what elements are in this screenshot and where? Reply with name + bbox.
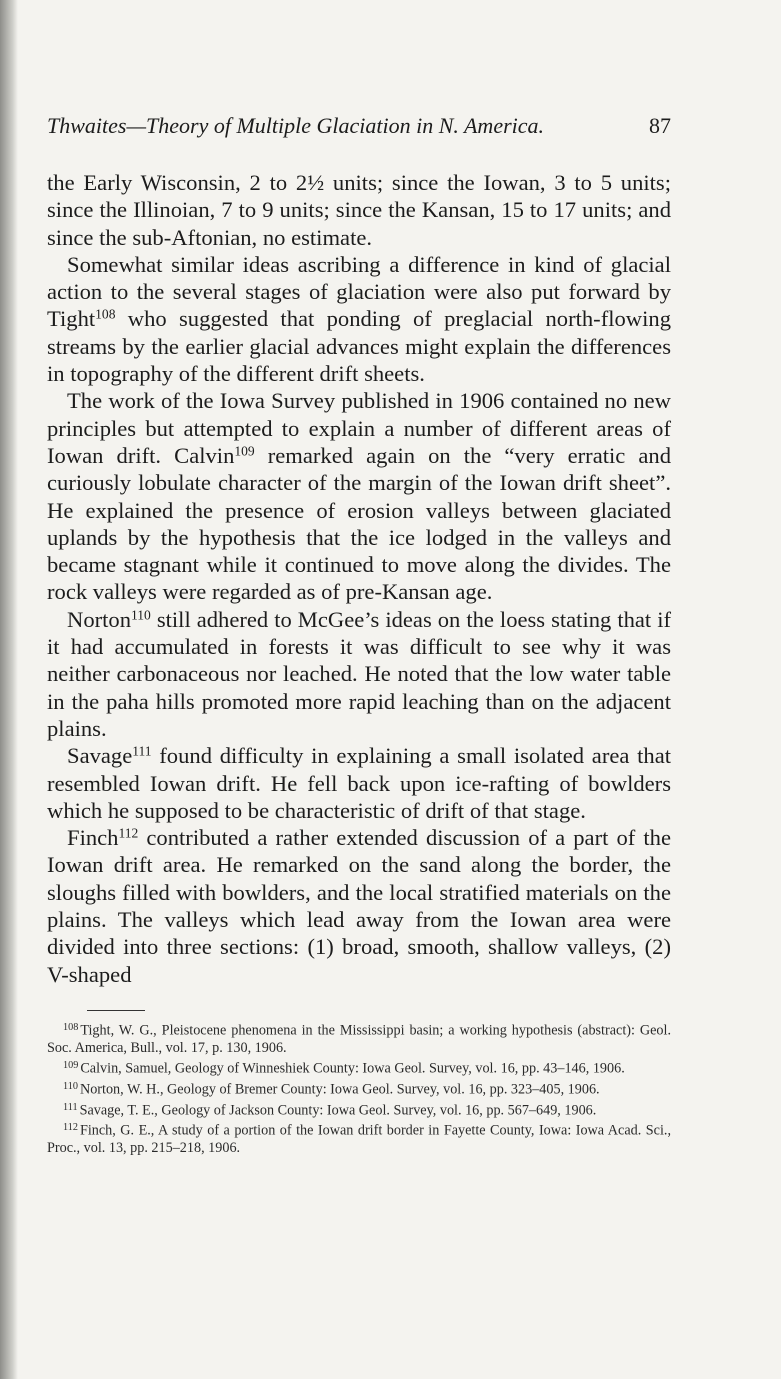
page-number: 87 xyxy=(649,113,671,138)
paragraph-text: who suggested that ponding of preglacial north-flowing streams by the earlier glacial advances might explain the differences in topography of the different drift sheets. xyxy=(47,306,671,387)
footnote-text: Calvin, Samuel, Geology of Winneshiek County: Iowa Geol. Survey, vol. 16, pp. 43–146, 1906. xyxy=(80,1060,625,1077)
footnote-reference: 109 xyxy=(234,443,255,459)
footnote-number: 108 xyxy=(63,1021,79,1033)
footnote xyxy=(47,1119,671,1157)
paragraph-text: still adhered to McGee’s ideas on the loess stating that if it had accumulated in forests it was difficult to see why it was neither carbonaceous nor leached. He noted that the low water table in the paha hills promoted more rapid leaching than on the adjacent plains. xyxy=(47,606,671,741)
body-text xyxy=(47,169,671,988)
paragraph-text: The work of the Iowa Survey published in 1906 contained no new principles but attempted to explain a number of different areas of Iowan drift. Calvin xyxy=(47,388,671,468)
footnote-number: 110 xyxy=(63,1080,78,1092)
footnote xyxy=(47,1099,671,1120)
footnote-number: 109 xyxy=(63,1059,79,1071)
paragraph-text: remarked again on the “very erratic and curiously lobulate character of the margin of the Iowan drift sheet”. He explained the presence of erosion valleys between glaciated uplands by the hypothesis that the ice lodged in the valleys and became stagnant while it continued to move along the divides. The rock valleys were regarded as of pre-Kansan age. xyxy=(47,442,671,605)
footnote-reference: 112 xyxy=(118,825,139,841)
footnote xyxy=(47,1078,671,1099)
paragraph-text: Savage xyxy=(67,743,133,769)
footnote-reference: 111 xyxy=(132,743,152,759)
paragraph xyxy=(47,251,671,387)
paragraph-text: Finch xyxy=(67,825,119,851)
paragraph xyxy=(47,606,671,742)
footnote-text: Norton, W. H., Geology of Bremer County: Iowa Geol. Survey, vol. 16, pp. 323–405, 1906. xyxy=(79,1081,600,1098)
footnote-number: 111 xyxy=(63,1101,78,1113)
footnote-divider xyxy=(87,1010,145,1011)
footnote xyxy=(47,1057,671,1078)
footnote-reference: 110 xyxy=(131,607,151,623)
paragraph-text: Somewhat similar ideas ascribing a difference in kind of glacial action to the several stages of glaciation were also put forward by Tight xyxy=(47,251,671,332)
paragraph xyxy=(47,742,671,824)
paragraph-text: the Early Wisconsin, 2 to 2½ units; since the Iowan, 3 to 5 units; since the Illinoian, 7 to 9 units; since the Kansan, 15 to 17 units; and since the sub-Aftonian, no estimate. xyxy=(47,170,671,250)
paragraph-text: found difficulty in explaining a small isolated area that resembled Iowan drift. He fell back upon ice-rafting of bowlders which he supposed to be characteristic of drift of that stage. xyxy=(47,743,671,823)
paragraph xyxy=(47,169,671,251)
footnote-text: Finch, G. E., A study of a portion of the Iowan drift border in Fayette County, Iowa: Iowa Acad. Sci., Proc., vol. 13, pp. 215–218, 1906. xyxy=(47,1122,671,1157)
paragraph xyxy=(47,387,671,605)
paragraph xyxy=(47,824,671,988)
footnote-text: Tight, W. G., Pleistocene phenomena in the Mississippi basin; a working hypothesis (abstract): Geol. Soc. America, Bull., vol. 17, p. 130, 1906. xyxy=(47,1022,671,1056)
footnote-number: 112 xyxy=(63,1122,78,1134)
book-page xyxy=(47,113,671,1157)
paragraph-text: contributed a rather extended discussion of a part of the Iowan drift area. He remarked on the sand along the border, the sloughs filled with bowlders, and the local stratified materials on the plains. The valleys which lead away from the Iowan area were divided into three sections: (1) broad, smooth, shallow valleys, (2) V-shaped xyxy=(47,825,671,987)
page-gutter-shadow xyxy=(0,0,18,1379)
running-header xyxy=(47,113,671,139)
running-title: Thwaites—Theory of Multiple Glaciation in N. America. xyxy=(47,113,545,138)
footnote xyxy=(47,1019,671,1057)
paragraph-text: Norton xyxy=(67,606,132,632)
footnote-reference: 108 xyxy=(95,307,116,323)
footnotes xyxy=(47,1019,671,1157)
footnote-text: Savage, T. E., Geology of Jackson County: Iowa Geol. Survey, vol. 16, pp. 567–649, 1906. xyxy=(79,1102,597,1119)
